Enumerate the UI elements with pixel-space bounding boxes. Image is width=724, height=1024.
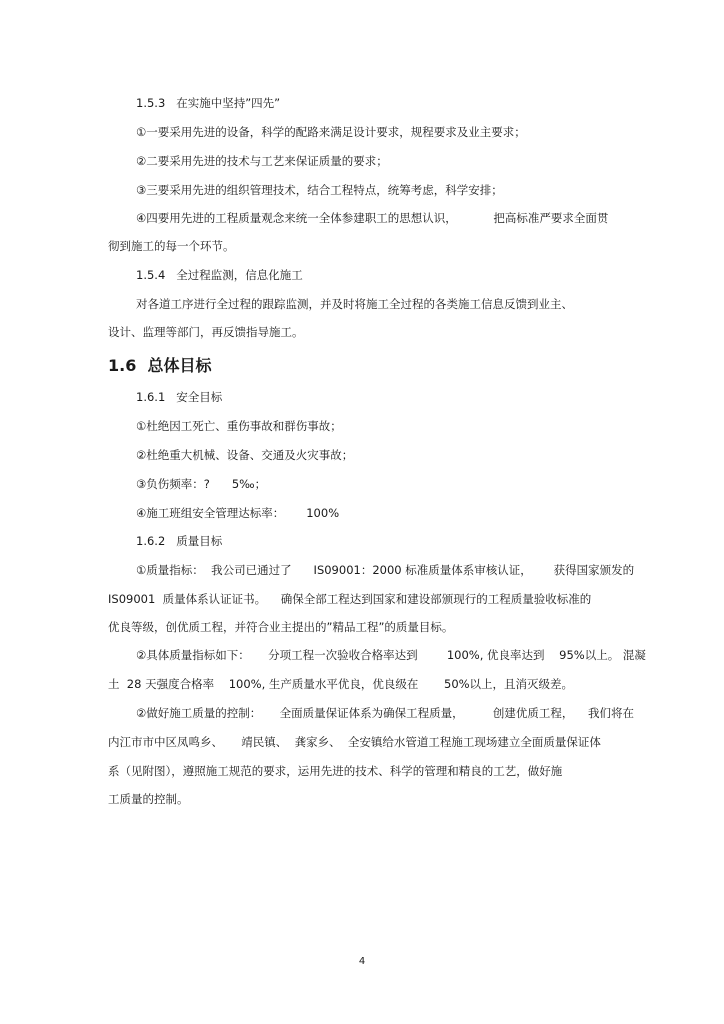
paragraph-line: IS09001 质量体系认证证书。 确保全部工程达到国家和建设部颁现行的工程质量验收标准的 [108, 592, 592, 606]
paragraph-line: 系（见附图），遵照施工规范的要求，运用先进的技术、科学的管理和精良的工艺，做好施 [108, 764, 563, 778]
paragraph-line: 内江市市中区凤鸣乡、 靖民镇、 龚家乡、 全安镇给水管道工程施工现场建立全面质量保证体 [108, 735, 601, 749]
heading-1-6-2: 1.6.2 质量目标 [136, 534, 223, 548]
list-item: ④四要用先进的工程质量观念来统一全体参建职工的思想认识， 把高标准严要求全面贯 [136, 211, 609, 225]
paragraph-line: 土 28 天强度合格率 100%, 生产质量水平优良，优良级在 50%以上，且消灭级差。 [108, 677, 574, 691]
list-item: ②二要采用先进的技术与工艺来保证质量的要求； [136, 154, 388, 168]
paragraph-line: 工质量的控制。 [108, 792, 189, 806]
list-item: ①一要采用先进的设备，科学的配路来满足设计要求，规程要求及业主要求； [136, 125, 526, 139]
paragraph-line: 设计、监理等部门，再反馈指导施工。 [108, 325, 304, 339]
list-item: ③负伤频率：? 5‰； [136, 477, 267, 491]
heading-1-5-3: 1.5.3 在实施中坚持”四先” [136, 96, 281, 110]
list-item: ①杜绝因工死亡、重伤事故和群伤事故； [136, 419, 342, 433]
list-item: ④施工班组安全管理达标率： 100% [136, 506, 340, 520]
list-item-continuation: 彻到施工的每一个环节。 [108, 239, 235, 253]
heading-1-6-1: 1.6.1 安全目标 [136, 390, 223, 404]
paragraph-line: 对各道工序进行全过程的跟踪监测，并及时将施工全过程的各类施工信息反馈到业主、 [136, 297, 573, 311]
heading-1-5-4: 1.5.4 全过程监测，信息化施工 [136, 268, 303, 282]
paragraph-line: ①质量指标： 我公司已通过了 IS09001：2000 标准质量体系审核认证， 获得国家颁发的 [136, 563, 635, 577]
list-item: ②杜绝重大机械、设备、交通及火灾事故； [136, 448, 354, 462]
list-item: ③三要采用先进的组织管理技术，结合工程特点，统筹考虑，科学安排； [136, 183, 503, 197]
paragraph-line: ②具体质量指标如下： 分项工程一次验收合格率达到 100%, 优良率达到 95%以上。 混凝 [136, 648, 646, 662]
page-number: 4 [358, 956, 366, 967]
heading-1-6: 1.6 总体目标 [108, 356, 212, 375]
paragraph-line: ②做好施工质量的控制： 全面质量保证体系为确保工程质量， 创建优质工程， 我们将在 [136, 706, 634, 720]
paragraph-line: 优良等级，创优质工程，并符合业主提出的”精品工程”的质量目标。 [108, 620, 454, 634]
